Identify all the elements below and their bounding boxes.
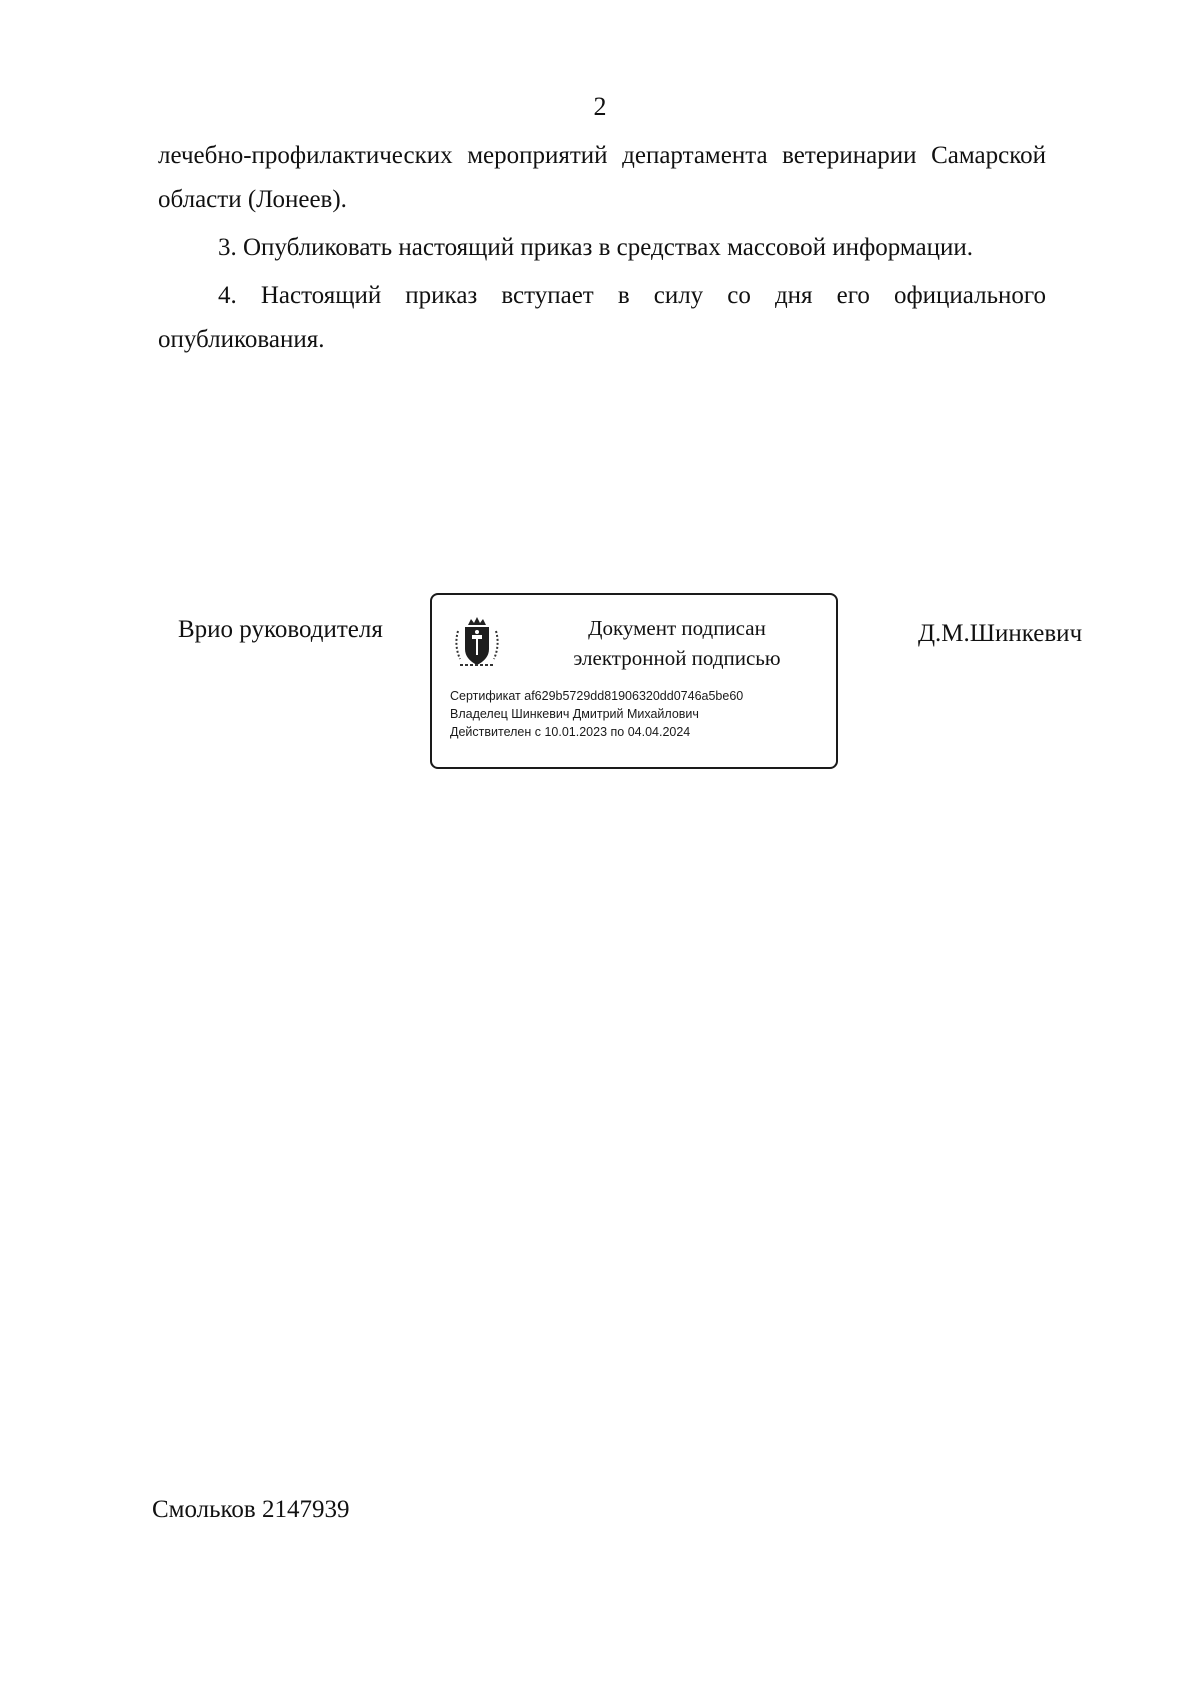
signer-position-title: Врио руководителя [178, 616, 383, 643]
stamp-heading [532, 613, 822, 673]
paragraph-item-3: 3. Опубликовать настоящий приказ в средствах массовой информации. [218, 234, 974, 261]
page-number: 2 [593, 92, 607, 121]
coat-of-arms-icon [452, 615, 502, 671]
paragraph-continuation: лечебно-профилактических мероприятий департамента ветеринарии Самарской области (Лонеев). [158, 142, 1046, 213]
document-body [158, 134, 1046, 366]
stamp-heading-line-1: Документ подписан [588, 616, 766, 640]
certificate-number: Сертификат af629b5729dd81906320dd0746a5be60 [450, 689, 744, 703]
signer-name: Д.М.Шинкевич [918, 620, 1083, 647]
certificate-validity: Действителен с 10.01.2023 по 04.04.2024 [450, 725, 691, 739]
paragraph-item-4: 4. Настоящий приказ вступает в силу со дня его официального опубликования. [158, 282, 1046, 353]
stamp-heading-line-2: электронной подписью [573, 646, 781, 670]
electronic-signature-stamp [430, 593, 838, 769]
executor-note: Смольков 2147939 [152, 1496, 350, 1523]
stamp-certificate-details [450, 687, 743, 741]
certificate-owner: Владелец Шинкевич Дмитрий Михайлович [450, 707, 699, 721]
